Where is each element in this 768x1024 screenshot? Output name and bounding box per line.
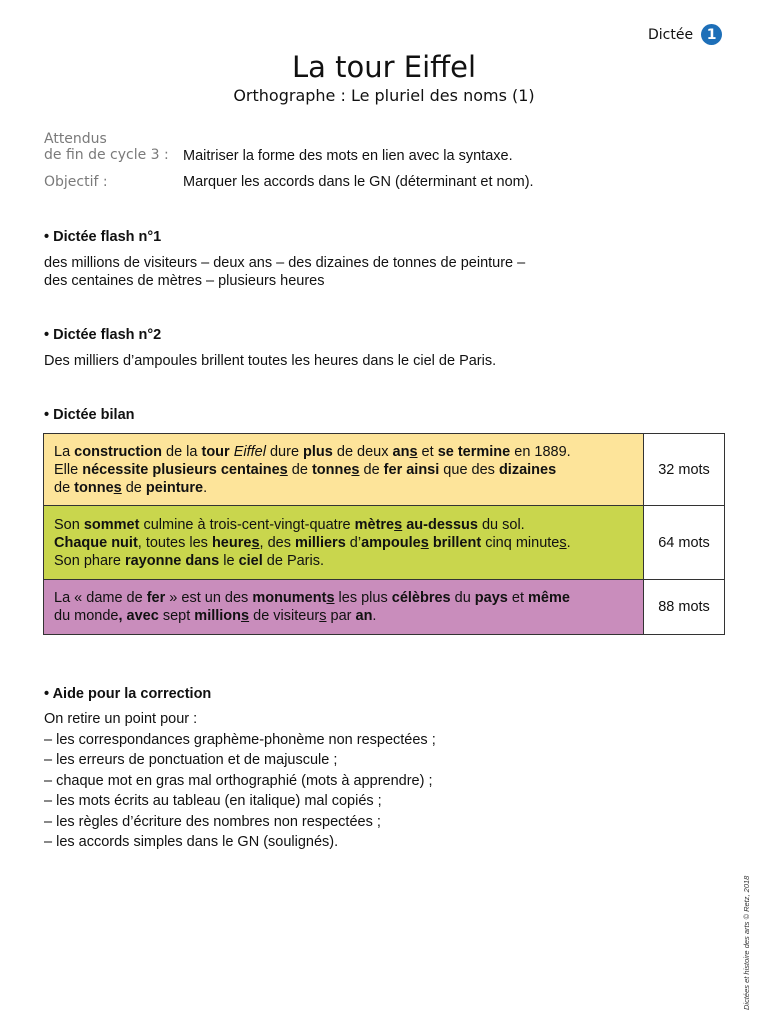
attendus-label: Attendus de fin de cycle 3 : (44, 131, 169, 163)
bilan-row (44, 434, 725, 506)
flash2-text: Des milliers d’ampoules brillent toutes les heures dans le ciel de Paris. (44, 353, 497, 369)
word-count: 64 mots (644, 506, 725, 580)
badge-number: 1 (701, 24, 722, 45)
list-item: – les règles d’écriture des nombres non respectées ; (44, 813, 381, 830)
bilan-text-2: Son sommet culmine à trois-cent-vingt-quatre mètres au-dessus du sol. Chaque nuit, toutes les heures, des milliers d’ampoules brillent cinq minutes. Son phare rayonne dans le ciel de Paris. (44, 506, 644, 580)
correction-list (44, 709, 436, 853)
bilan-heading: • Dictée bilan (44, 407, 135, 423)
list-item: – les accords simples dans le GN (soulignés). (44, 834, 339, 850)
objectif-label: Objectif : (44, 174, 108, 190)
dictation-badge (648, 24, 722, 45)
list-item: – les correspondances graphème-phonème non respectées ; (44, 731, 436, 748)
word-count: 88 mots (644, 580, 725, 635)
page-subtitle: Orthographe : Le pluriel des noms (1) (233, 86, 535, 105)
bilan-row (44, 580, 725, 635)
badge-label: Dictée (648, 26, 694, 43)
page-title: La tour Eiffel (291, 50, 477, 84)
list-item: – les erreurs de ponctuation et de majuscule ; (44, 752, 338, 768)
word-count: 32 mots (644, 434, 725, 506)
flash1-text: des millions de visiteurs – deux ans – des dizaines de tonnes de peinture – des centaines de mètres – plusieurs heures (44, 255, 526, 289)
bilan-text-1: La construction de la tour Eiffel dure plus de deux ans et se termine en 1889. Elle nécessite plusieurs centaines de tonnes de fer ainsi que des dizaines de tonnes de peinture. (44, 434, 644, 506)
attendus-text: Maitriser la forme des mots en lien avec la syntaxe. (183, 148, 513, 164)
flash2-heading: • Dictée flash n°2 (44, 327, 162, 343)
bilan-text-3: La « dame de fer » est un des monuments les plus célèbres du pays et même du monde, avec sept millions de visiteurs par an. (44, 580, 644, 635)
copyright-credit: Dictées et histoire des arts © Retz, 2018 (742, 875, 751, 1010)
flash1-heading: • Dictée flash n°1 (44, 229, 162, 245)
correction-intro: On retire un point pour : (44, 711, 198, 727)
objectif-text: Marquer les accords dans le GN (déterminant et nom). (183, 174, 534, 190)
list-item: – les mots écrits au tableau (en italique) mal copiés ; (44, 793, 382, 809)
bilan-row (44, 506, 725, 580)
correction-heading: • Aide pour la correction (44, 686, 212, 702)
bilan-table (43, 433, 725, 635)
list-item: – chaque mot en gras mal orthographié (mots à apprendre) ; (44, 772, 433, 789)
